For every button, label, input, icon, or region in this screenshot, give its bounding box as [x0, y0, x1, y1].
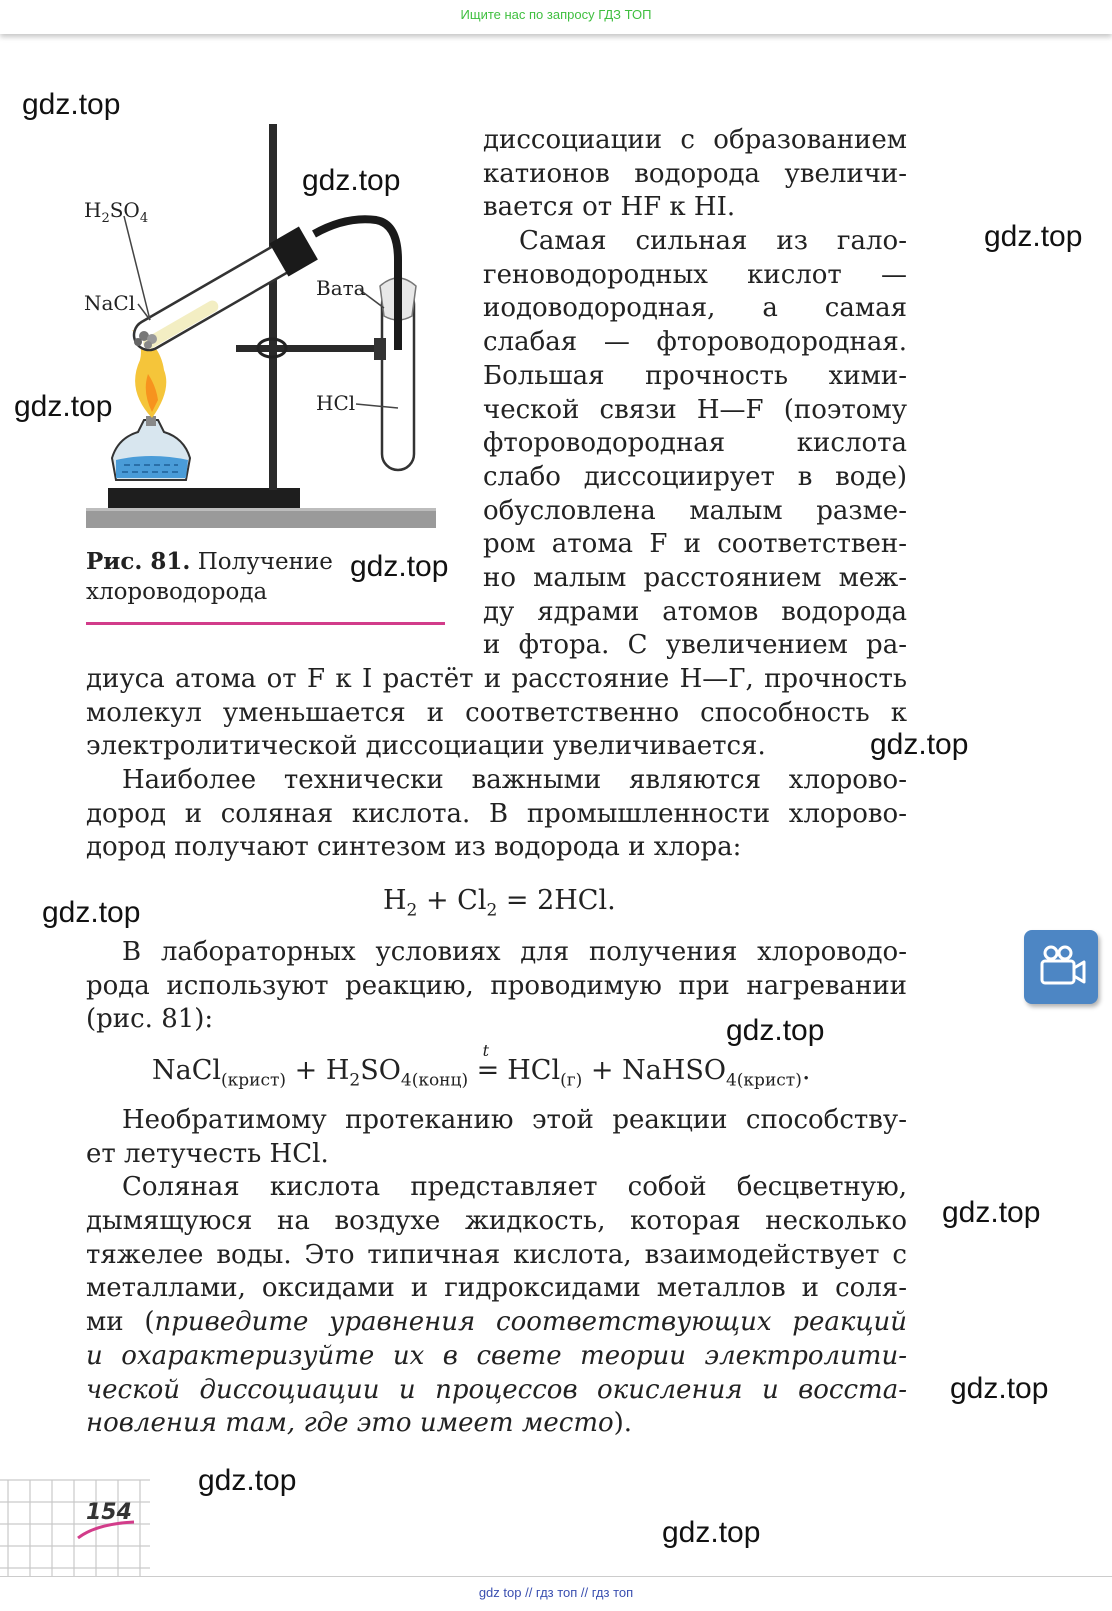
label-vata: Вата: [316, 276, 366, 300]
text-line: ду ядрами атомов водорода: [483, 596, 907, 627]
text-line: ром атома F и соответствен-: [483, 529, 907, 560]
text-line: дород получают синтезом из водорода и хлора:: [86, 832, 742, 863]
text-line: и охарактеризуйте их в свете теории электролити-: [86, 1340, 907, 1371]
text-line: тяжелее воды. Это типичная кислота, взаимодействует с: [86, 1239, 907, 1270]
watermark: gdz.top: [14, 390, 113, 423]
text-line: фтороводородная кислота: [483, 428, 907, 459]
label-hcl: HCl: [316, 391, 356, 415]
watermark: gdz.top: [42, 896, 141, 929]
hcl-properties-text: [86, 1104, 907, 1441]
equation-synthesis: $H_2 + Cl_2 = 2HCl$.: [383, 885, 616, 921]
label-h2so4: $H_2SO_4$: [84, 198, 149, 226]
full-width-text: [86, 663, 907, 865]
text-line: новления там, где это имеет место).: [86, 1408, 633, 1439]
top-banner-text: Ищите нас по запросу ГДЗ ТОП: [460, 7, 652, 22]
text-line: диуса атома от F к I растёт и расстояние H—Г, прочность: [86, 664, 907, 694]
watermark: gdz.top: [870, 728, 969, 761]
page-corner-grid: [0, 1480, 150, 1580]
caption-title-line2: хлороводорода: [86, 579, 268, 605]
text-line: ет летучесть HCl.: [86, 1138, 329, 1169]
equation-lab: NaCl$_{(крист)}$ + $H_2SO_{4(конц)}$ t = HCl$_{(г)}$ + NaHSO$_{4(крист)}$.: [152, 1041, 811, 1091]
text-line: слабо диссоциирует в воде): [483, 461, 907, 492]
text-line: Соляная кислота представляет собой бесцветную,: [122, 1172, 907, 1203]
watermark: gdz.top: [22, 88, 121, 121]
text-line: и фтора. С увеличением ра-: [483, 630, 907, 661]
text-line: Наиболее технически важными являются хлорово-: [122, 765, 907, 796]
text-line: геноводородных кислот —: [483, 259, 907, 290]
watermark: gdz.top: [350, 550, 449, 583]
text-line: иодоводородная, а самая: [483, 293, 907, 324]
text-line: металлами, оксидами и гидроксидами металлов и соля-: [86, 1273, 907, 1304]
top-banner: [0, 0, 1112, 34]
text-line: диссоциации с образованием: [483, 125, 907, 155]
caption-underline: [86, 622, 445, 625]
watermark: gdz.top: [942, 1196, 1041, 1229]
text-line: электролитической диссоциации увеличивается.: [86, 731, 766, 762]
text-line: вается от HF к HI.: [483, 192, 736, 223]
arrow-heat: t =: [476, 1041, 500, 1086]
text-line: Необратимому протеканию этой реакции способству-: [122, 1105, 907, 1135]
watermark: gdz.top: [198, 1464, 297, 1497]
watermark: gdz.top: [662, 1516, 761, 1549]
text-line: ческой диссоциации и процессов окисления и восста-: [86, 1374, 907, 1405]
page-number: 154: [86, 1500, 132, 1525]
footer-banner: [0, 1576, 1112, 1611]
text-line: (рис. 81):: [86, 1004, 214, 1035]
watermark: gdz.top: [984, 220, 1083, 253]
text-line: слабая — фтороводородная.: [483, 327, 907, 358]
caption-title: Получение: [190, 549, 333, 575]
video-camera-icon: [1024, 930, 1098, 1004]
text-line: дымящуюся на воздухе жидкость, которая несколько: [86, 1206, 907, 1237]
label-nacl: NaCl: [84, 291, 136, 315]
text-line: Самая сильная из гало-: [519, 226, 907, 257]
watermark: gdz.top: [726, 1014, 825, 1047]
footer-text: gdz top // гдз топ // гдз топ: [478, 1585, 634, 1600]
watermark: gdz.top: [302, 164, 401, 197]
text-line: В лабораторных условиях для получения хлороводо-: [122, 937, 907, 967]
text-line: дород и соляная кислота. В промышленности хлорово-: [86, 798, 907, 829]
watermark: gdz.top: [950, 1372, 1049, 1405]
text-line: ми (приведите уравнения соответствующих реакций: [86, 1307, 907, 1338]
right-column-text: [483, 124, 907, 663]
text-line: катионов водорода увеличи-: [483, 158, 907, 189]
caption-number: Рис. 81.: [86, 548, 191, 575]
text-line: но малым расстоянием меж-: [483, 562, 907, 593]
text-line: молекул уменьшается и соответственно способность к: [86, 697, 907, 728]
video-button[interactable]: [1024, 930, 1098, 1004]
text-line: Большая прочность хими-: [483, 360, 907, 391]
text-line: ческой связи H—F (поэтому: [483, 394, 907, 425]
text-line: обусловлена малым разме-: [483, 495, 907, 526]
text-line: рода используют реакцию, проводимую при нагревании: [86, 970, 907, 1001]
